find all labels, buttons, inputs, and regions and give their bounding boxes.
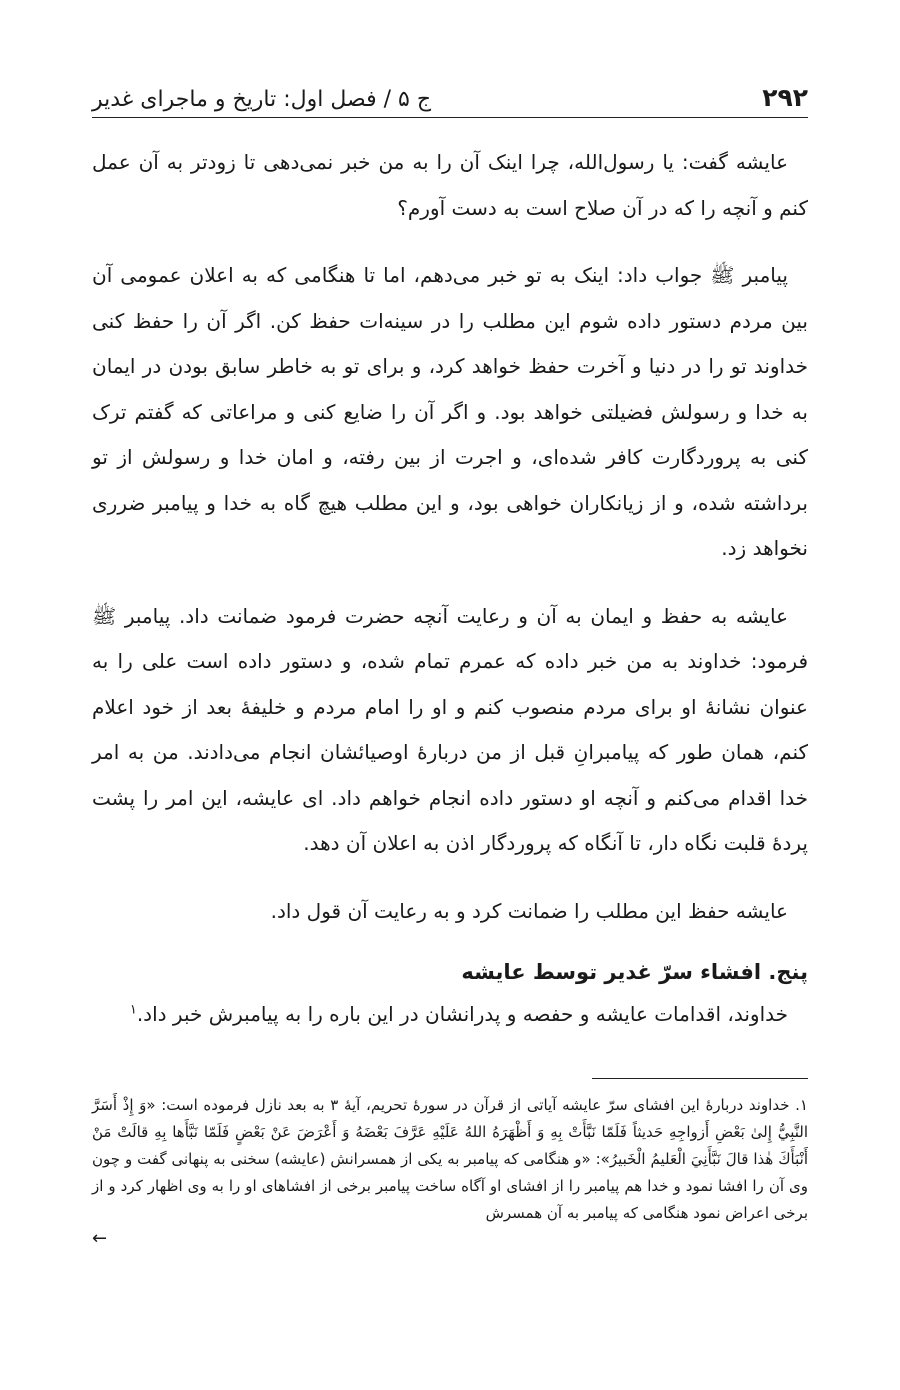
footnote-text: ۱. خداوند دربارهٔ این افشای سرّ عایشه آیاتی از قرآن در سورهٔ تحریم، آیهٔ ۳ به بعد نازل فرموده است: «وَ إِذْ أَسَرَّ النَّبِيُّ إِلىٰ بَعْضِ أَزواجِهِ حَديثاً فَلَمّا نَبَّأَتْ بِهِ وَ أَظْهَرَهُ اللهُ عَلَيْهِ عَرَّفَ بَعْضَهُ وَ أَعْرَضَ عَنْ بَعْضٍ فَلَمّا نَبَّأَها بِهِ قالَتْ مَنْ أَنْبَأَكَ هٰذا قالَ نَبَّأَنِيَ الْعَليمُ الْخَبيرُ»: «و هنگامی که پیامبر به یکی از همسرانش (عایشه) سخنی به پنهانی گفت و چون وی آن را افشا نمود و خدا هم پیامبر را از افشای او آگاه ساخت پیامبر برخی از افشاهای او را به وی اظهار کرد و از برخی اعراض نمود هنگامی که پیامبر به آن همسرش	[92, 1096, 808, 1222]
body-text	[92, 140, 808, 1060]
paragraph: عایشه حفظ این مطلب را ضمانت کرد و به رعایت آن قول داد.	[270, 898, 788, 923]
continue-arrow-icon: ←	[92, 1228, 108, 1249]
closing-paragraph	[92, 992, 808, 1038]
running-header	[92, 72, 808, 112]
footnote-divider	[592, 1078, 808, 1079]
section-heading: پنج. افشاء سرّ غدیر توسط عایشه	[461, 960, 808, 984]
paragraph: عایشه به حفظ و ایمان به آن و رعایت آنچه حضرت فرمود ضمانت داد. پیامبر ﷺ فرمود: خداوند به من خبر داده که عمرم تمام شده، و دستور داده است علی را به عنوان نشانهٔ او برای مردم منصوب کنم و او را امام مردم و خلیفهٔ بعد از خود اعلام کنم، همان طور که پیامبرانِ قبل از من دربارهٔ اوصیائشان انجام می‌دادند. من به امر خدا اقدام می‌کنم و آنچه او دستور داده انجام خواهم داد. ای عایشه، این امر را پشت پردهٔ قلبت نگاه دار، تا آنگاه که پروردگار اذن به اعلان آن دهد.	[92, 603, 808, 855]
paragraph: پیامبر ﷺ جواب داد: اینک به تو خبر می‌دهم، اما تا هنگامی که به اعلان عمومی آن بین مردم دستور داده شوم این مطلب را در سینه‌ات حفظ کن. اگر آن را حفظ کنی خداوند تو را در دنیا و آخرت حفظ خواهد کرد، و برای تو به خاطر سابق بودن در ایمان به خدا و رسولش فضیلتی خواهد بود. و اگر آن را ضایع کنی و مراعاتی که گفتم ترک کنی به پروردگارت کافر شده‌ای، و اجرت از بین رفته، و امان خدا و رسولش از تو برداشته شده، و از زیانکاران خواهی بود، و این مطلب هیچ گاه به خدا و پیامبر ضرری نخواهد زد.	[92, 263, 808, 560]
running-header-title: ج ۵ / فصل اول: تاریخ و ماجرای غدیر	[92, 87, 432, 112]
footnote-reference[interactable]: ۱	[129, 1002, 137, 1018]
footnote	[92, 1092, 808, 1249]
closing-paragraph-text: خداوند، اقدامات عایشه و حفصه و پدرانشان در این باره را به پیامبرش خبر داد.	[136, 1002, 788, 1026]
paragraph: عایشه گفت: یا رسول‌الله، چرا اینک آن را به من خبر نمی‌دهی تا زودتر به آن عمل کنم و آنچه را که در آن صلاح است به دست آورم؟	[92, 150, 808, 220]
header-divider	[92, 117, 808, 118]
page-number: ۲۹۲	[762, 83, 808, 112]
